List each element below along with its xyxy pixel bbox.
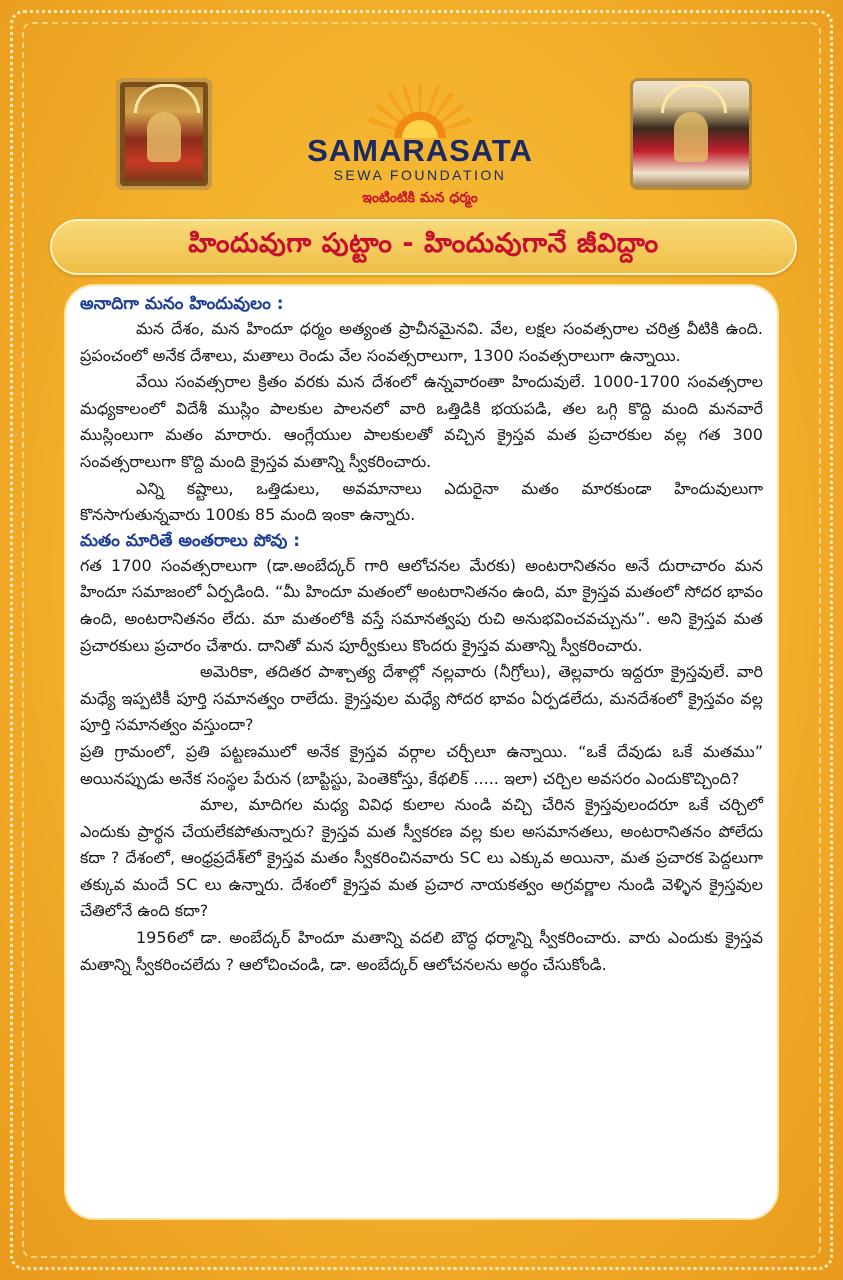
rising-sun-icon	[360, 78, 480, 140]
tagline: ఇంటింటికి మన ధర్మం	[362, 190, 478, 206]
section-heading: మతం మారితే అంతరాలు పోవు :	[80, 530, 301, 551]
paragraph: ప్రతి గ్రామంలో, ప్రతి పట్టణములో అనేక క్రైస్తవ వర్గాల చర్చీలూ ఉన్నాయి. “ఒకే దేవుడు ఒకే మతము” అయినప్పుడు అనేక సంస్థల పేరున (బాప్టిస్టు, పెంతెకోస్తు, కేథలిక్ ..... ఇలా) చర్చిల అవసరం ఎందుకొచ్చింది?	[80, 741, 763, 788]
deity-image-left	[116, 78, 212, 190]
banner-title: హిందువుగా పుట్టాం - హిందువుగానే జీవిద్దాం	[188, 228, 659, 259]
paragraph: ఎన్ని కష్టాలు, ఒత్తిడులు, అవమానాలు ఎదురైనా మతం మారకుండా హిందువులుగా కొనసాగుతున్నవారు 100కు 85 మంది ఇంకా ఉన్నారు.	[80, 478, 763, 525]
foundation-logo	[300, 78, 540, 218]
deity-image-right	[630, 78, 752, 190]
org-subtitle: SEWA FOUNDATION	[333, 167, 507, 183]
paragraph: అమెరికా, తదితర పాశ్చాత్య దేశాల్లో నల్లవారు (నీగ్రోలు), తెల్లవారు ఇద్దరూ క్రైస్తవులే. వారి మధ్యే ఇప్పటికీ పూర్తి సమానత్వం రాలేదు. క్రైస్తవుల మధ్యే సోదర భావం ఏర్పడలేదు, మనదేశంలో క్రైస్తవం వల్ల పూర్తి సమానత్వం వస్తుందా?	[80, 662, 763, 735]
paragraph: గత 1700 సంవత్సరాలుగా (డా.అంబేద్కర్ గారి ఆలోచనల మేరకు) అంటరానితనం అనే దురాచారం మన హిందూ సమాజంలో ఏర్పడింది. “మీ హిందూ మతంలో అంటరానితనం ఉంది, మా క్రైస్తవ మతంలో సోదర భావం ఉంది, అంటరానితనం లేదు. మా మతంలోకి వస్తే సమానత్వపు రుచి అనుభవించవచ్చును”. అని క్రైస్తవ మత ప్రచారకులు ప్రచారం చేశారు. దానితో మన పూర్వీకులు కొందరు క్రైస్తవ మతాన్ని స్వీకరించారు.	[80, 555, 763, 655]
section-heading: అనాదిగా మనం హిందువులం :	[80, 294, 284, 314]
org-name: SAMARASATA	[307, 133, 533, 168]
title-banner	[50, 219, 797, 275]
paragraph: వేయి సంవత్సరాల క్రితం వరకు మన దేశంలో ఉన్నవారంతా హిందువులే. 1000-1700 సంవత్సరాల మధ్యకాలంలో విదేశీ ముస్లిం పాలకుల పాలనలో వారి ఒత్తిడికి భయపడి, తల ఒగ్గి కొద్ది మంది మనవారే ముస్లింలుగా మతం మారారు. ఆంగ్లేయుల పాలకులతో వచ్చిన క్రైస్తవ మత ప్రచారకుల వల్ల గత 300 సంవత్సరాలుగా కొద్ది మంది క్రైస్తవ మతాన్ని స్వీకరించారు.	[80, 372, 763, 471]
content-panel	[66, 286, 777, 1218]
paragraph: మన దేశం, మన హిందూ ధర్మం అత్యంత ప్రాచీనమైనవి. వేల, లక్షల సంవత్సరాల చరిత్ర వీటికి ఉంది. ప్రపంచంలో అనేక దేశాలు, మతాలు రెండు వేల సంవత్సరాలుగా, 1300 సంవత్సరాలుగా ఉన్నాయి.	[80, 319, 763, 365]
paragraph: మాల, మాదిగల మధ్య వివిధ కులాల నుండి వచ్చి చేరిన క్రైస్తవులందరూ ఒకే చర్చిలో ఎందుకు ప్రార్థన చేయలేకపోతున్నారు? క్రైస్తవ మత స్వీకరణ వల్ల కుల అసమానతలు, అంటరానితనం పోలేదు కదా ? దేశంలో, ఆంధ్రప్రదేశ్‌లో క్రైస్తవ మతం స్వీకరించినవారు SC లు ఎక్కువ అయినా, మత ప్రచారక పెద్దలుగా తక్కువ మందే SC లు ఉన్నారు. దేశంలో క్రైస్తవ మత ప్రచార నాయకత్వం అగ్రవర్ణాల నుండి వెళ్ళిన క్రైస్తవుల చేతిలోనే ఉంది కదా?	[80, 795, 763, 921]
paragraph: 1956లో డా. అంబేద్కర్ హిందూ మతాన్ని వదలి బౌద్ధ ధర్మాన్ని స్వీకరించారు. వారు ఎందుకు క్రైస్తవ మతాన్ని స్వీకరించలేదు ? ఆలోచించండి, డా. అంబేద్కర్ ఆలోచనలను అర్థం చేసుకోండి.	[80, 928, 763, 974]
